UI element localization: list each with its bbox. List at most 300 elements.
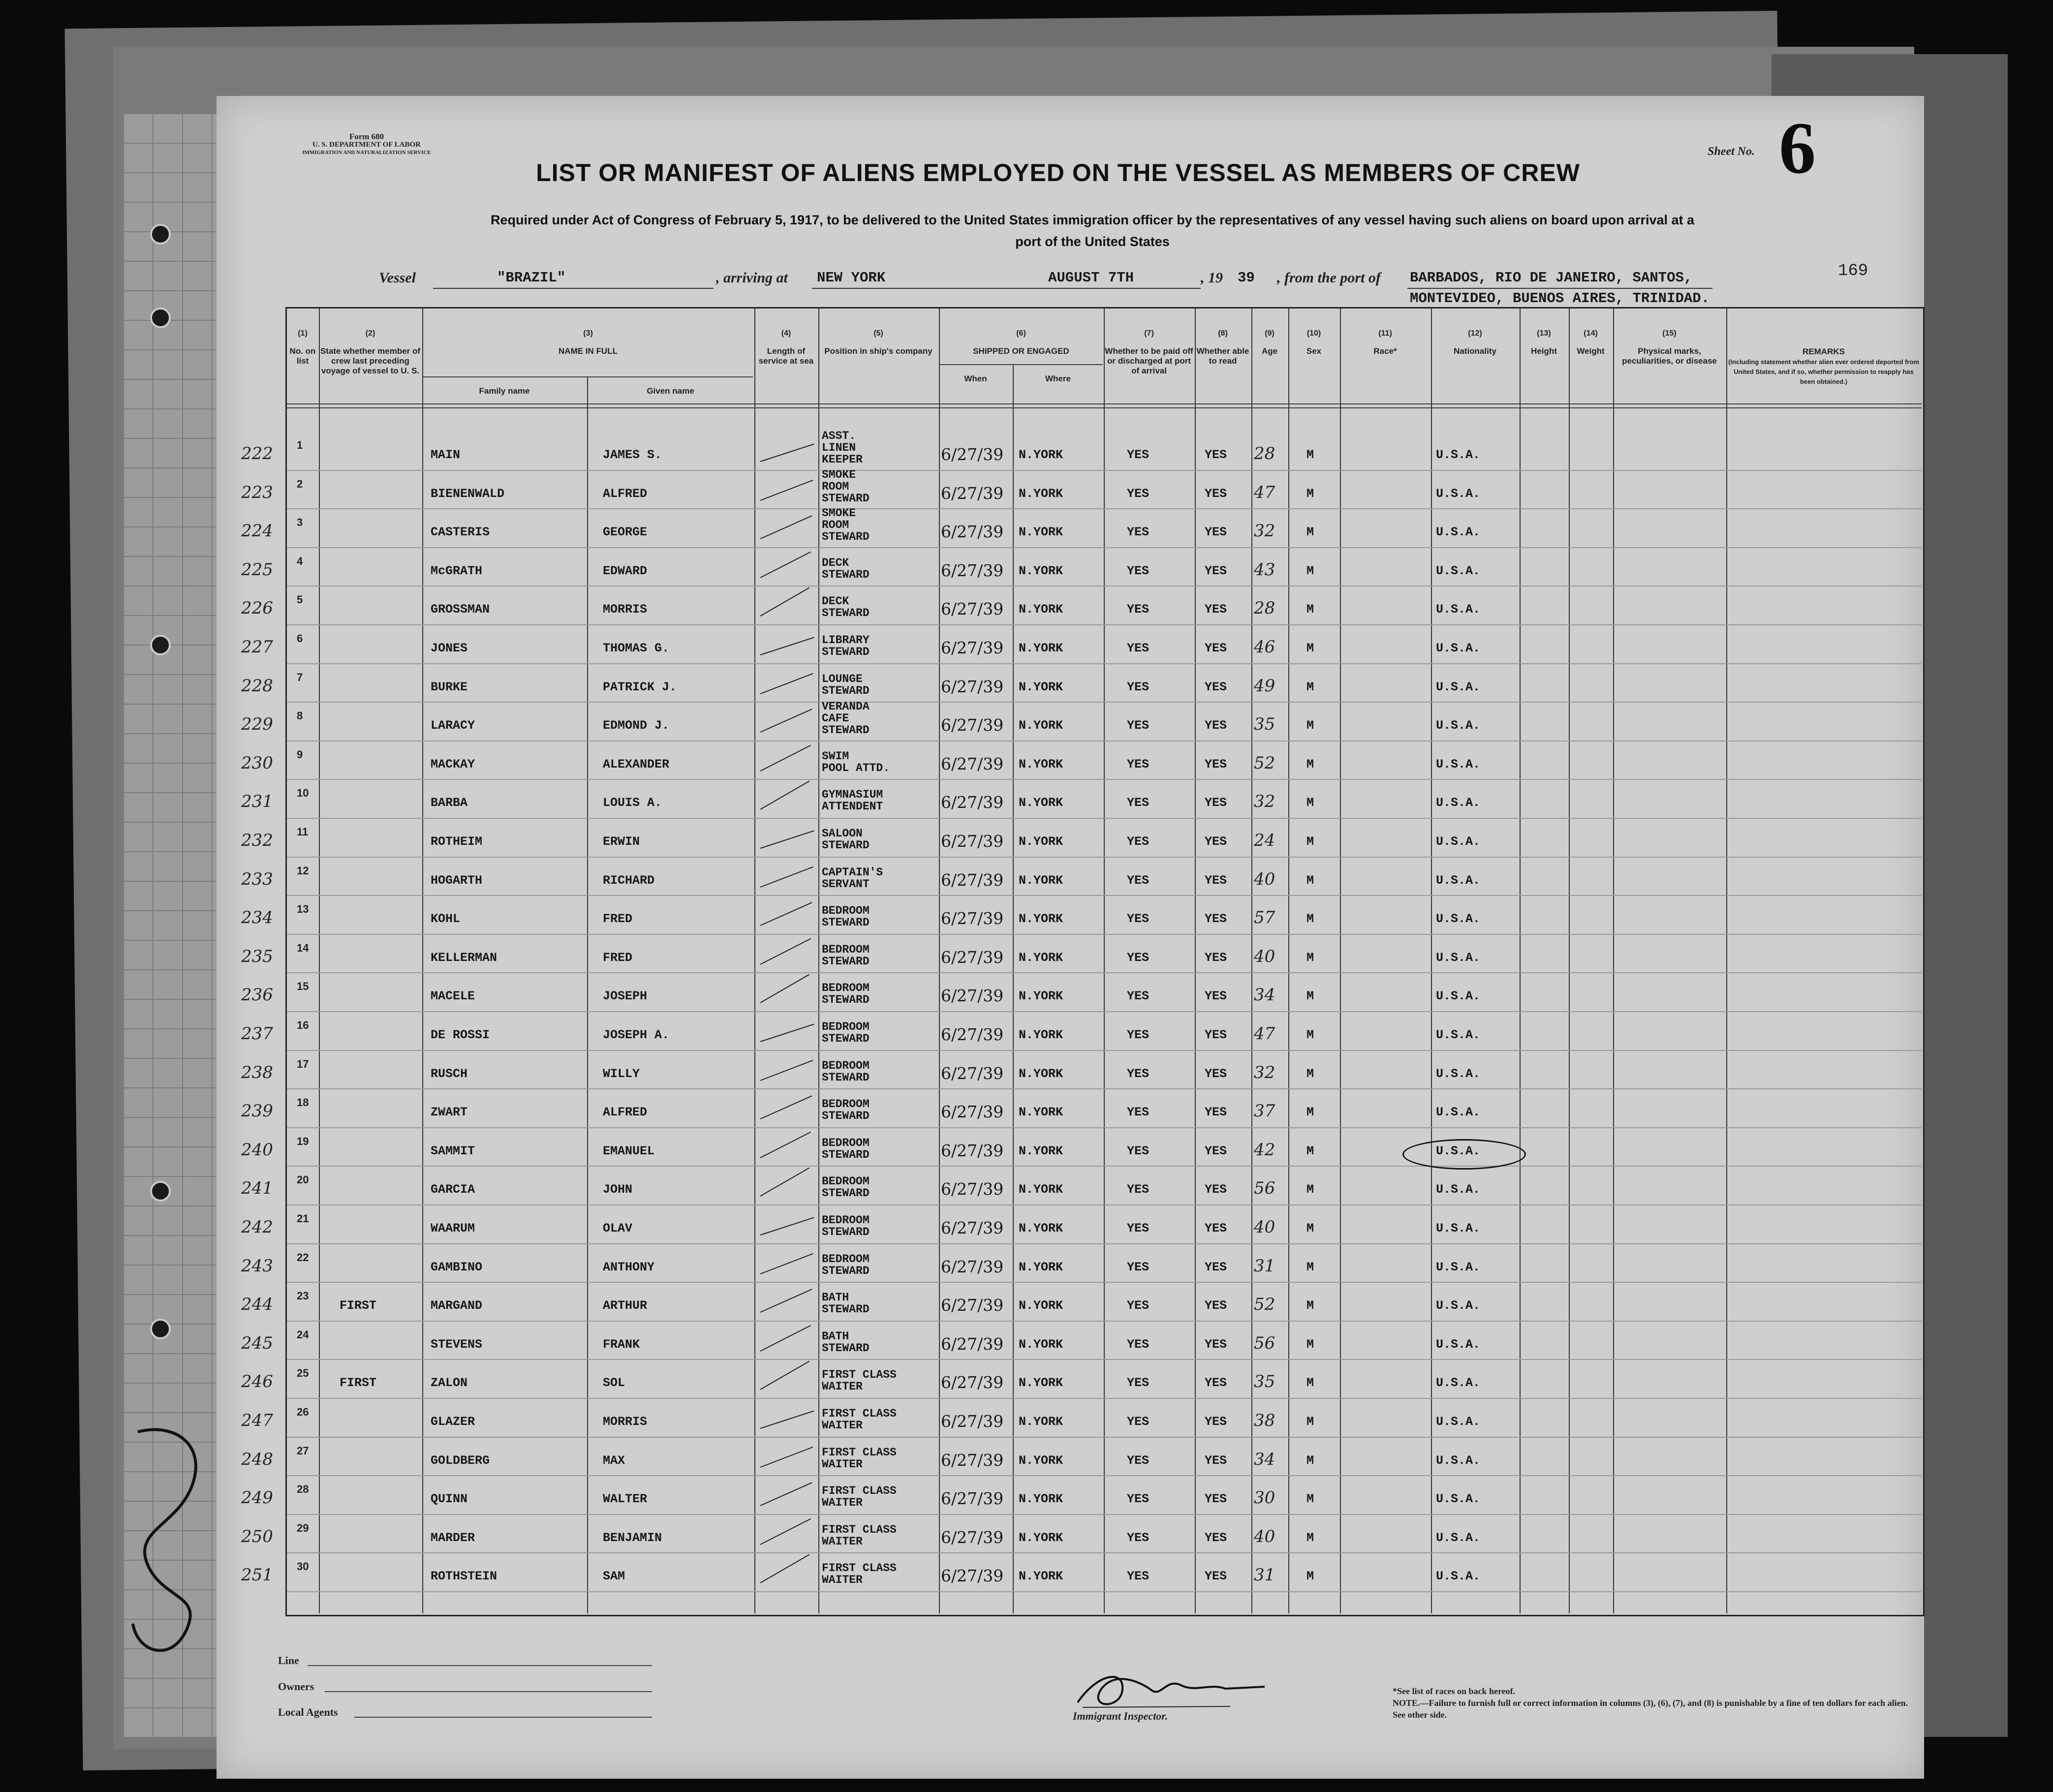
paid-off: YES <box>1127 1337 1150 1352</box>
footnote-races: *See list of races on back hereof. <box>1393 1686 1516 1696</box>
age: 40 <box>1254 1217 1275 1237</box>
column-title: No. on list <box>289 346 316 366</box>
row-list-number: 23 <box>297 1290 309 1302</box>
age: 47 <box>1254 1024 1275 1044</box>
age: 31 <box>1254 1565 1275 1585</box>
shipped-date: 6/27/39 <box>941 1141 1004 1160</box>
column-header-remarks <box>1727 347 1920 386</box>
row-list-number: 27 <box>297 1444 309 1457</box>
row-rule <box>287 1437 1922 1438</box>
paid-off: YES <box>1127 1143 1150 1158</box>
arrival-port: NEW YORK <box>817 270 886 286</box>
handwritten-reference-number: 243 <box>241 1256 273 1276</box>
shipped-where: N.YORK <box>1019 1415 1063 1429</box>
nationality: U.S.A. <box>1436 873 1481 888</box>
arrival-date: AUGUST 7TH <box>1048 270 1134 286</box>
shipped-date: 6/27/39 <box>941 560 1004 580</box>
shipped-where: N.YORK <box>1019 448 1063 462</box>
column-header-able-to-read <box>1196 329 1250 366</box>
sex: M <box>1306 950 1314 965</box>
family-name: RUSCH <box>431 1066 468 1081</box>
age: 24 <box>1254 831 1275 850</box>
column-header-length-of-service <box>755 329 817 366</box>
given-name: FRED <box>603 950 633 965</box>
handwritten-reference-number: 235 <box>241 946 273 966</box>
age: 40 <box>1254 946 1275 966</box>
row-list-number: 29 <box>297 1521 309 1534</box>
page-subtitle <box>285 209 1899 252</box>
sex: M <box>1306 1415 1314 1429</box>
given-name: PATRICK J. <box>603 680 677 694</box>
position-in-company: GYMNASIUM ATTENDENT <box>822 788 883 813</box>
given-name: MORRIS <box>603 1415 648 1429</box>
row-list-number: 17 <box>297 1057 309 1070</box>
column-header-shipped-where: Where <box>1045 374 1071 383</box>
shipped-date: 6/27/39 <box>941 793 1004 812</box>
column-number: (2) <box>365 329 375 338</box>
handwritten-reference-number: 237 <box>241 1024 273 1044</box>
age: 43 <box>1254 559 1275 580</box>
family-name: JONES <box>431 641 468 655</box>
column-rule <box>1520 309 1521 1613</box>
column-rule <box>818 309 819 1613</box>
position-in-company: SWIM POOL ATTD. <box>822 749 890 774</box>
able-to-read: YES <box>1205 718 1227 733</box>
age: 52 <box>1254 1295 1275 1315</box>
row-rule <box>287 1166 1922 1167</box>
shipped-where: N.YORK <box>1019 873 1063 888</box>
nationality: U.S.A. <box>1436 563 1481 578</box>
column-rule <box>1013 364 1014 1613</box>
sex: M <box>1306 796 1314 810</box>
nationality: U.S.A. <box>1436 1028 1481 1042</box>
given-name: BENJAMIN <box>603 1530 662 1545</box>
sex: M <box>1306 834 1314 849</box>
row-list-number: 4 <box>297 555 303 567</box>
family-name: GOLDBERG <box>431 1453 490 1468</box>
nationality: U.S.A. <box>1436 1337 1481 1352</box>
given-name: THOMAS G. <box>603 641 670 655</box>
given-name: WILLY <box>603 1066 640 1081</box>
given-name: SOL <box>603 1376 625 1390</box>
position-in-company: BEDROOM STEWARD <box>822 1098 870 1123</box>
column-title: Weight <box>1577 346 1605 356</box>
able-to-read: YES <box>1205 1028 1227 1042</box>
shipped-date: 6/27/39 <box>941 832 1004 851</box>
given-name: JAMES S. <box>603 448 662 462</box>
given-name: MORRIS <box>603 602 648 617</box>
nationality: U.S.A. <box>1436 486 1481 501</box>
underline <box>308 1665 652 1666</box>
shipped-where: N.YORK <box>1019 1028 1063 1042</box>
nationality: U.S.A. <box>1436 1182 1481 1197</box>
shipped-where: N.YORK <box>1019 1066 1063 1081</box>
family-name: SAMMIT <box>431 1143 475 1158</box>
underline <box>325 1691 652 1692</box>
row-list-number: 15 <box>297 980 309 993</box>
handwritten-reference-number: 246 <box>241 1372 273 1392</box>
shipped-where: N.YORK <box>1019 1376 1063 1390</box>
sex: M <box>1306 1105 1314 1120</box>
given-name: ANTHONY <box>603 1260 655 1274</box>
family-name: MAIN <box>431 448 461 462</box>
position-in-company: LIBRARY STEWARD <box>822 634 870 658</box>
row-rule <box>287 1088 1922 1089</box>
row-list-number: 11 <box>297 826 309 838</box>
given-name: WALTER <box>603 1492 648 1507</box>
position-in-company: BEDROOM STEWARD <box>822 1136 870 1161</box>
column-title: Height <box>1531 346 1557 356</box>
nationality: U.S.A. <box>1436 1260 1481 1274</box>
handwritten-reference-number: 229 <box>241 714 273 735</box>
position-in-company: BEDROOM STEWARD <box>822 982 870 1007</box>
family-name: HOGARTH <box>431 873 483 888</box>
shipped-where: N.YORK <box>1019 1260 1063 1274</box>
sex: M <box>1306 1028 1314 1042</box>
vessel-label: Vessel <box>379 270 416 286</box>
handwritten-reference-number: 250 <box>241 1526 273 1546</box>
able-to-read: YES <box>1205 873 1227 888</box>
able-to-read: YES <box>1205 525 1227 540</box>
column-header-given-name: Given name <box>647 386 694 396</box>
handwritten-reference-number: 223 <box>241 482 273 502</box>
given-name: ALEXANDER <box>603 757 670 772</box>
shipped-date: 6/27/39 <box>941 1102 1004 1122</box>
handwritten-reference-number: 225 <box>241 559 273 580</box>
row-list-number: 3 <box>297 516 303 529</box>
column-number: (12) <box>1468 329 1482 338</box>
shipped-where: N.YORK <box>1019 1337 1063 1352</box>
row-list-number: 21 <box>297 1212 309 1225</box>
shipped-where: N.YORK <box>1019 989 1063 1004</box>
handwritten-reference-number: 222 <box>241 444 273 463</box>
able-to-read: YES <box>1205 834 1227 849</box>
row-rule <box>287 1552 1922 1553</box>
row-rule <box>287 1359 1922 1360</box>
row-rule <box>287 818 1922 819</box>
column-header-physical-marks <box>1614 329 1725 366</box>
position-in-company: LOUNGE STEWARD <box>822 672 870 697</box>
column-title: Age <box>1261 346 1278 356</box>
row-list-number: 14 <box>297 941 309 954</box>
row-rule <box>287 547 1922 548</box>
column-header-shipped <box>940 329 1102 356</box>
column-subtitle: (Including statement whether alien ever ordered deported from United States, and if so, whether permission to reapply has been obtained.) <box>1728 358 1919 385</box>
handwritten-reference-number: 227 <box>241 637 273 657</box>
able-to-read: YES <box>1205 1569 1227 1584</box>
shipped-where: N.YORK <box>1019 680 1063 694</box>
header-subdivider <box>423 376 753 377</box>
sex: M <box>1306 448 1314 462</box>
shipped-where: N.YORK <box>1019 1298 1063 1313</box>
age: 40 <box>1254 869 1275 889</box>
family-name: MARGAND <box>431 1298 483 1313</box>
age: 57 <box>1254 908 1275 928</box>
nationality: U.S.A. <box>1436 641 1481 655</box>
shipped-date: 6/27/39 <box>941 1489 1004 1509</box>
position-in-company: ASST. LINEN KEEPER <box>822 430 863 466</box>
column-number: (5) <box>873 329 883 338</box>
able-to-read: YES <box>1205 486 1227 501</box>
column-number: (9) <box>1265 329 1275 338</box>
sex: M <box>1306 1337 1314 1352</box>
age: 32 <box>1254 792 1275 812</box>
column-header-race <box>1341 329 1430 356</box>
paid-off: YES <box>1127 1376 1150 1390</box>
nationality: U.S.A. <box>1436 1530 1481 1545</box>
given-name: RICHARD <box>603 873 655 888</box>
nationality: U.S.A. <box>1436 1376 1481 1390</box>
line-label: Line <box>278 1654 299 1667</box>
paid-off: YES <box>1127 1066 1150 1081</box>
arriving-label: , arriving at <box>716 270 788 286</box>
position-in-company: BEDROOM STEWARD <box>822 904 870 929</box>
paid-off: YES <box>1127 834 1150 849</box>
age: 49 <box>1254 676 1275 696</box>
column-number: (8) <box>1218 329 1228 338</box>
shipped-where: N.YORK <box>1019 950 1063 965</box>
form-number: Form 680 <box>349 132 384 141</box>
nationality: U.S.A. <box>1436 796 1481 810</box>
able-to-read: YES <box>1205 796 1227 810</box>
row-list-number: 6 <box>297 632 303 645</box>
nationality: U.S.A. <box>1436 1221 1481 1236</box>
position-in-company: BATH STEWARD <box>822 1329 870 1355</box>
manifest-table <box>285 307 1925 1616</box>
paid-off: YES <box>1127 1105 1150 1120</box>
handwritten-reference-number: 238 <box>241 1062 273 1082</box>
family-name: LARACY <box>431 718 475 733</box>
family-name: KELLERMAN <box>431 950 498 965</box>
header-subdivider <box>939 364 1103 365</box>
shipped-date: 6/27/39 <box>941 1566 1004 1586</box>
arrival-year: 39 <box>1238 270 1255 286</box>
column-rule <box>587 376 588 1613</box>
given-name: MAX <box>603 1453 625 1468</box>
handwritten-reference-number: 240 <box>241 1140 273 1160</box>
handwritten-reference-number: 234 <box>241 908 273 928</box>
age: 28 <box>1254 444 1275 463</box>
able-to-read: YES <box>1205 602 1227 617</box>
row-list-number: 19 <box>297 1135 309 1147</box>
given-name: ERWIN <box>603 834 640 849</box>
able-to-read: YES <box>1205 950 1227 965</box>
column-title: Whether to be paid off or discharged at port of arrival <box>1105 346 1193 375</box>
shipped-date: 6/27/39 <box>941 986 1004 1006</box>
column-number: (3) <box>583 329 593 338</box>
row-rule <box>287 470 1922 471</box>
nationality: U.S.A. <box>1436 1415 1481 1429</box>
column-title: Nationality <box>1454 346 1496 356</box>
column-number: (1) <box>298 329 308 338</box>
position-in-company: DECK STEWARD <box>822 556 870 581</box>
stamp-number: 169 <box>1838 262 1868 280</box>
handwritten-reference-number: 230 <box>241 753 273 773</box>
nationality: U.S.A. <box>1436 525 1481 540</box>
nationality: U.S.A. <box>1436 1298 1481 1313</box>
shipped-date: 6/27/39 <box>941 1450 1004 1470</box>
column-title: Whether able to read <box>1196 346 1249 366</box>
column-header-sex <box>1289 329 1338 356</box>
column-title: REMARKS <box>1803 347 1845 356</box>
shipped-date: 6/27/39 <box>941 638 1004 657</box>
position-in-company: BEDROOM STEWARD <box>822 1175 870 1200</box>
nationality: U.S.A. <box>1436 448 1481 462</box>
shipped-date: 6/27/39 <box>941 522 1004 542</box>
paid-off: YES <box>1127 757 1150 772</box>
shipped-date: 6/27/39 <box>941 754 1004 773</box>
position-in-company: DECK STEWARD <box>822 595 870 620</box>
paid-off: YES <box>1127 796 1150 810</box>
position-in-company: VERANDA CAFE STEWARD <box>822 700 870 737</box>
nationality: U.S.A. <box>1436 834 1481 849</box>
age: 31 <box>1254 1256 1275 1276</box>
sheet-number-label: Sheet No. <box>1708 145 1755 158</box>
row-list-number: 28 <box>297 1483 309 1496</box>
row-list-number: 12 <box>297 864 309 877</box>
row-list-number: 13 <box>297 903 309 916</box>
sex: M <box>1306 912 1314 927</box>
position-in-company: BEDROOM STEWARD <box>822 1252 870 1277</box>
column-header-height <box>1521 329 1567 356</box>
subtitle-line: Required under Act of Congress of February 5, 1917, to be delivered to the United States immigration officer by the representatives of any vessel having such aliens on board upon arrival at a <box>490 213 1695 227</box>
column-rule <box>1288 309 1289 1613</box>
vessel-name: "BRAZIL" <box>497 270 566 286</box>
able-to-read: YES <box>1205 1260 1227 1274</box>
row-list-number: 10 <box>297 787 309 800</box>
position-in-company: FIRST CLASS WAITER <box>822 1407 897 1432</box>
from-port-label: , from the port of <box>1277 270 1381 286</box>
position-in-company: FIRST CLASS WAITER <box>822 1368 897 1393</box>
column-rule <box>754 309 755 1613</box>
binder-hole <box>150 635 171 655</box>
shipped-date: 6/27/39 <box>941 483 1004 503</box>
position-in-company: FIRST CLASS WAITER <box>822 1562 897 1587</box>
family-name: KOHL <box>431 912 461 927</box>
shipped-where: N.YORK <box>1019 1530 1063 1545</box>
department-name: U. S. DEPARTMENT OF LABOR <box>312 141 421 149</box>
shipped-date: 6/27/39 <box>941 1334 1004 1354</box>
column-title: SHIPPED OR ENGAGED <box>973 346 1069 356</box>
age: 34 <box>1254 985 1275 1005</box>
form-number-block <box>285 133 448 156</box>
position-in-company: SALOON STEWARD <box>822 827 870 852</box>
handwritten-reference-number: 249 <box>241 1488 273 1508</box>
family-name: CASTERIS <box>431 525 490 540</box>
sex: M <box>1306 680 1314 694</box>
age: 28 <box>1254 598 1275 618</box>
position-in-company: FIRST CLASS WAITER <box>822 1446 897 1471</box>
family-name: MARDER <box>431 1530 475 1545</box>
sex: M <box>1306 989 1314 1004</box>
paid-off: YES <box>1127 912 1150 927</box>
paid-off: YES <box>1127 1569 1150 1584</box>
nationality: U.S.A. <box>1436 602 1481 617</box>
row-rule <box>287 1127 1922 1128</box>
position-in-company: SMOKE ROOM STEWARD <box>822 468 870 505</box>
column-rule <box>1340 309 1341 1613</box>
sex: M <box>1306 1453 1314 1468</box>
shipped-date: 6/27/39 <box>941 1527 1004 1547</box>
paid-off: YES <box>1127 1492 1150 1507</box>
row-rule <box>287 779 1922 780</box>
shipped-where: N.YORK <box>1019 486 1063 501</box>
age: 35 <box>1254 714 1275 735</box>
shipped-date: 6/27/39 <box>941 445 1004 464</box>
sex: M <box>1306 757 1314 772</box>
sheet-number: 6 <box>1779 107 1816 189</box>
shipped-date: 6/27/39 <box>941 1412 1004 1431</box>
row-rule <box>287 702 1922 703</box>
column-number: (13) <box>1537 329 1551 338</box>
row-rule <box>287 663 1922 664</box>
family-name: GLAZER <box>431 1415 475 1429</box>
shipped-where: N.YORK <box>1019 718 1063 733</box>
given-name: FRED <box>603 912 633 927</box>
column-title: Length of service at sea <box>758 346 814 366</box>
nationality: U.S.A. <box>1436 1105 1481 1120</box>
row-rule <box>287 934 1922 935</box>
handwritten-reference-number: 236 <box>241 985 273 1005</box>
row-list-number: 9 <box>297 748 303 761</box>
shipped-where: N.YORK <box>1019 1569 1063 1584</box>
family-name: MACELE <box>431 989 475 1004</box>
row-rule <box>287 624 1922 625</box>
column-rule <box>1251 309 1252 1613</box>
position-in-company: BEDROOM STEWARD <box>822 1020 870 1045</box>
column-header-name <box>423 329 753 356</box>
given-name: EMANUEL <box>603 1143 655 1158</box>
given-name: GEORGE <box>603 525 648 540</box>
sex: M <box>1306 873 1314 888</box>
page-title: LIST OR MANIFEST OF ALIENS EMPLOYED ON THE VESSEL AS MEMBERS OF CREW <box>536 159 1580 186</box>
able-to-read: YES <box>1205 1143 1227 1158</box>
paid-off: YES <box>1127 448 1150 462</box>
handwritten-reference-number: 228 <box>241 676 273 696</box>
position-in-company: FIRST CLASS WAITER <box>822 1523 897 1548</box>
given-name: SAM <box>603 1569 625 1584</box>
shipped-date: 6/27/39 <box>941 1218 1004 1237</box>
column-title: NAME IN FULL <box>559 346 618 356</box>
shipped-date: 6/27/39 <box>941 1257 1004 1276</box>
sex: M <box>1306 1530 1314 1545</box>
paid-off: YES <box>1127 641 1150 655</box>
handwritten-reference-number: 241 <box>241 1178 273 1199</box>
column-rule <box>1613 309 1614 1613</box>
family-name: QUINN <box>431 1492 468 1507</box>
paid-off: YES <box>1127 950 1150 965</box>
shipped-where: N.YORK <box>1019 1221 1063 1236</box>
given-name: ALFRED <box>603 486 648 501</box>
column-number: (11) <box>1378 329 1392 338</box>
column-rule <box>1195 309 1196 1613</box>
shipped-where: N.YORK <box>1019 641 1063 655</box>
handwritten-reference-number: 239 <box>241 1101 273 1121</box>
family-name: GAMBINO <box>431 1260 483 1274</box>
nationality: U.S.A. <box>1436 1453 1481 1468</box>
paid-off: YES <box>1127 563 1150 578</box>
nationality: U.S.A. <box>1436 1569 1481 1584</box>
nationality: U.S.A. <box>1436 680 1481 694</box>
column-rule <box>1104 309 1105 1613</box>
position-in-company: BEDROOM STEWARD <box>822 943 870 968</box>
given-name: JOHN <box>603 1182 633 1197</box>
nationality-circle-mark <box>1402 1139 1526 1170</box>
owners-label: Owners <box>278 1680 314 1693</box>
column-title: Physical marks, peculiarities, or disease <box>1622 346 1717 366</box>
shipped-date: 6/27/39 <box>941 677 1004 696</box>
shipped-where: N.YORK <box>1019 796 1063 810</box>
